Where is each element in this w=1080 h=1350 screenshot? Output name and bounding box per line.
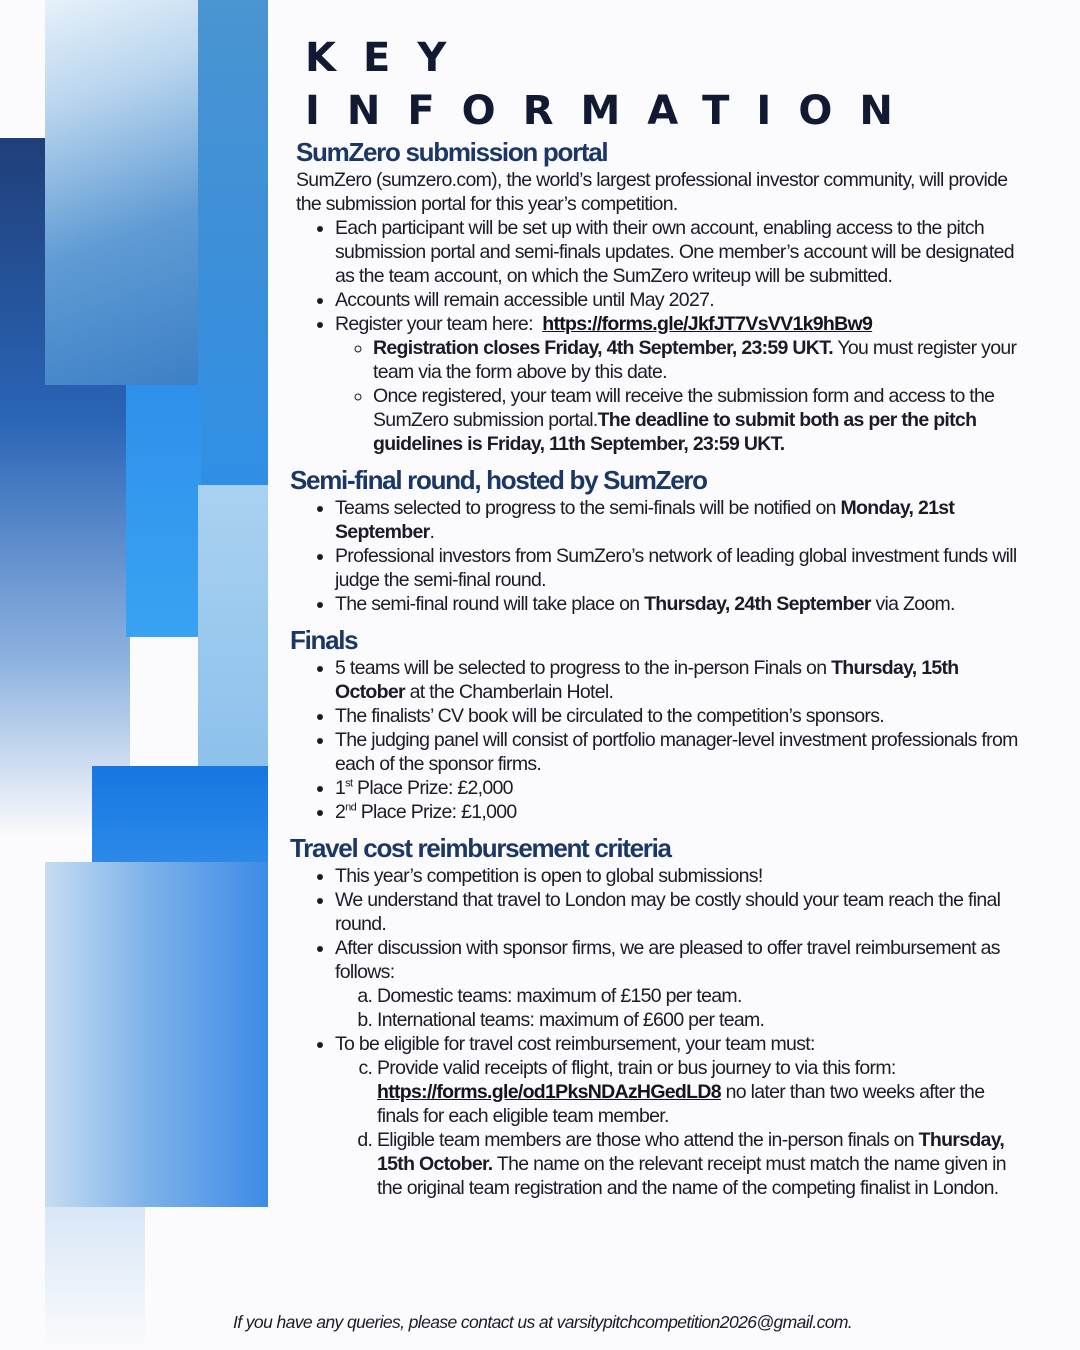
prize-second — [335, 800, 1025, 824]
semi-round-text: The semi-final round will take place on — [335, 593, 645, 615]
list-item: • The finalists’ CV book will be circulated to the competition’s sponsors. — [335, 704, 1025, 728]
list-item — [377, 1056, 1025, 1128]
decor-panel-bright-blue — [126, 385, 201, 637]
contact-footer: If you have any queries, please contact us at varsitypitchcompetition2026@gmail.com. — [233, 1312, 853, 1332]
sumzero-intro: SumZero (sumzero.com), the world’s largest professional investor community, will provide the submission portal for this year’s competition. — [296, 169, 1008, 215]
travel-heading: Travel cost reimbursement criteria — [290, 833, 671, 863]
list-item — [335, 656, 1025, 704]
list-item: • Each participant will be set up with their own account, enabling access to the pitch submission portal and semi-finals updates. One member’s account will be designated as the team account, on which the SumZero writeup will be submitted. — [335, 216, 1025, 288]
decor-panel-light — [45, 0, 205, 385]
travel-list — [290, 864, 1025, 1200]
main-content — [290, 136, 1025, 1200]
semi-round-date: Thursday, 24th September — [644, 593, 871, 615]
finals-date: Thursday, 15th October — [335, 657, 959, 703]
list-item — [335, 1032, 1025, 1200]
list-item: a. Domestic teams: maximum of £150 per team. — [377, 984, 1025, 1008]
finals-list — [290, 656, 1025, 824]
decor-panel-blue-strip — [198, 0, 268, 500]
receipts-deadline: no later than two weeks after the finals for each eligible team member. — [377, 1081, 985, 1127]
prize-amount: Place Prize: £1,000 — [356, 801, 517, 823]
receipts-text: Provide valid receipts of flight, train or bus journey to via this form: — [377, 1057, 896, 1079]
list-item: b. International teams: maximum of £600 per team. — [377, 1008, 1025, 1032]
section-semi-final — [290, 464, 1025, 616]
prize-rank-suffix: st — [345, 777, 353, 790]
page-title — [305, 32, 920, 138]
section-finals — [290, 624, 1025, 824]
list-item — [335, 496, 1025, 544]
register-label: Register your team here: — [335, 313, 533, 335]
registration-deadline: Registration closes Friday, 4th September, 23:59 UKT. — [373, 337, 833, 359]
eligibility-criteria — [335, 1056, 1025, 1200]
registration-form-link[interactable]: https://forms.gle/JkfJT7VsVV1k9hBw9 — [542, 313, 873, 335]
sumzero-list — [290, 216, 1025, 456]
registration-note: You must register your team via the form above by this date. — [373, 337, 1017, 383]
sumzero-heading: SumZero submission portal — [296, 137, 608, 167]
section-travel-reimbursement — [290, 832, 1025, 1200]
semi-notify-date: Monday, 21st September — [335, 497, 955, 543]
prize-first — [335, 776, 1025, 800]
list-item — [373, 336, 1025, 384]
decor-panel-royal — [92, 766, 268, 866]
list-item — [335, 592, 1025, 616]
decor-panel-gradient — [45, 862, 268, 1207]
list-item: • Professional investors from SumZero’s network of leading global investment funds will judge the semi-final round. — [335, 544, 1025, 592]
semi-round-venue: via Zoom. — [870, 593, 955, 615]
receipts-form-link[interactable]: https://forms.gle/od1PksNDAzHGedLD8 — [377, 1081, 721, 1103]
section-sumzero-portal — [290, 136, 1025, 456]
title-line-2: INFORMATION — [305, 88, 920, 134]
eligibility-intro: To be eligible for travel cost reimbursement, your team must: — [335, 1033, 815, 1055]
semi-notify-text: Teams selected to progress to the semi-finals will be notified on — [335, 497, 841, 519]
submission-note: Once registered, your team will receive the submission form and access to the SumZero submission portal. — [373, 385, 995, 431]
reimbursement-intro: After discussion with sponsor firms, we are pleased to offer travel reimbursement as follows: — [335, 937, 1000, 983]
semi-heading: Semi-final round, hosted by SumZero — [290, 465, 707, 495]
decor-panel-sky — [198, 485, 268, 770]
list-item — [377, 1128, 1025, 1200]
prize-amount: Place Prize: £2,000 — [352, 777, 513, 799]
decor-panel-fade — [45, 1207, 145, 1350]
list-item — [373, 384, 1025, 456]
list-item-register — [335, 312, 1025, 456]
eligibility-text: Eligible team members are those who attend the in-person finals on — [377, 1129, 919, 1151]
eligibility-date: Thursday, 15th October. — [377, 1129, 1005, 1175]
finals-heading: Finals — [290, 625, 358, 655]
reimbursement-amounts — [335, 984, 1025, 1032]
list-item: • We understand that travel to London may be costly should your team reach the final round. — [335, 888, 1025, 936]
eligibility-note: The name on the relevant receipt must match the name given in the original team registration and the name of the competing finalist in London. — [377, 1153, 1006, 1199]
prize-rank-suffix: nd — [345, 801, 356, 814]
list-item — [335, 936, 1025, 1032]
finals-venue: at the Chamberlain Hotel. — [404, 681, 614, 703]
finals-text: 5 teams will be selected to progress to the in-person Finals on — [335, 657, 832, 679]
list-item: • Accounts will remain accessible until May 2027. — [335, 288, 1025, 312]
list-item: • The judging panel will consist of portfolio manager-level investment professionals from each of the sponsor firms. — [335, 728, 1025, 776]
punctuation: . — [429, 521, 435, 543]
semi-list — [290, 496, 1025, 616]
list-item: • This year’s competition is open to global submissions! — [335, 864, 1025, 888]
register-sublist — [335, 336, 1025, 456]
title-line-1: KEY — [305, 35, 474, 81]
submission-deadline: The deadline to submit both as per the pitch guidelines is Friday, 11th September, 23:59 UKT. — [373, 409, 977, 455]
prize-rank: 1 — [335, 777, 346, 799]
prize-rank: 2 — [335, 801, 346, 823]
